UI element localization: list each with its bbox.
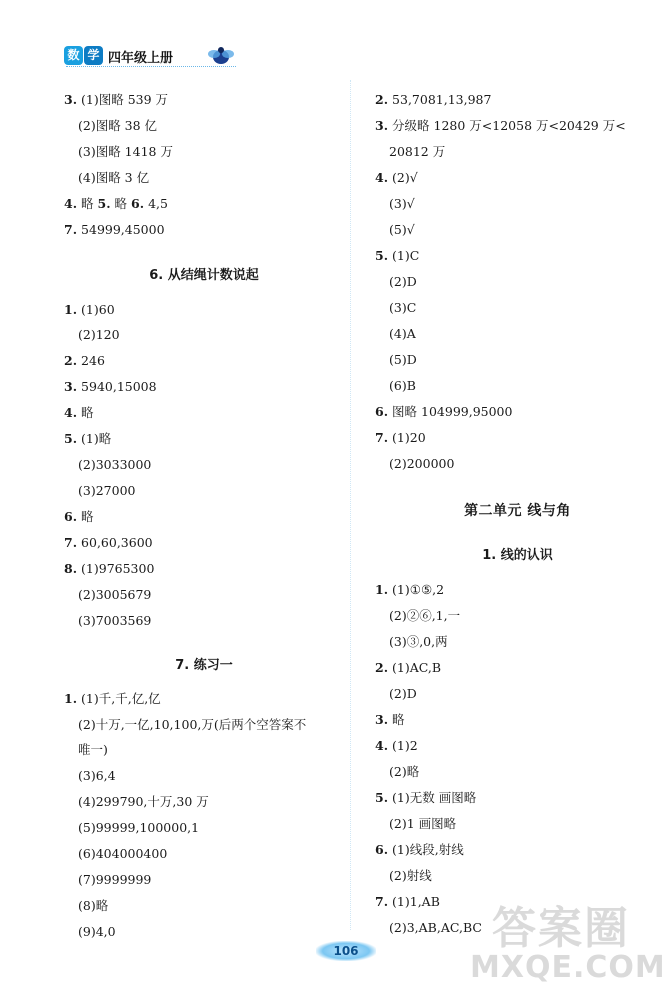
question-number: 5. [375,248,389,263]
question-number: 6. [375,404,389,419]
question-number: 6. [64,509,78,524]
answer-line [78,820,199,836]
question-number: 6. [375,842,389,857]
answer-line [78,794,209,810]
answer-line [64,561,154,577]
answer-line [64,691,161,707]
answer-text: (2)D [389,274,417,289]
answer-text: (4)图略 3 亿 [78,170,150,185]
question-number: 5. [64,431,78,446]
question-number: 3. [375,712,389,727]
answer-text: 略 [77,405,94,420]
question-number: 7. [375,894,389,909]
question-number: 4. [64,405,78,420]
question-number: 3. [64,379,78,394]
answer-line [389,764,419,780]
question-number: 6. [131,196,145,211]
answer-text: (1)图略 539 万 [77,92,169,107]
answer-text: (1)千,千,亿,亿 [77,691,161,706]
answer-text: (1)1,AB [388,894,440,909]
question-number: 1. [375,582,389,597]
answer-line [389,274,417,290]
answer-line [64,405,94,421]
answer-text: (2)3005679 [78,587,152,602]
question-number: 4. [375,170,389,185]
question-number: 4. [375,738,389,753]
answer-text: 4,5 [144,196,168,211]
answer-text: (2)√ [388,170,418,185]
question-number: 7. [64,535,78,550]
section-title: 1. 线的认识 [482,548,553,563]
answer-line [389,816,456,832]
answer-line [64,196,168,212]
answer-line [389,144,445,160]
answer-line [389,326,416,342]
answer-line [389,352,417,368]
unit-heading: 第二单元 线与角 [464,503,571,519]
answer-text: (7)9999999 [78,872,152,887]
question-number: 1. [64,302,78,317]
answer-text: (1)9765300 [77,561,155,576]
answer-text: 唯一) [78,742,108,757]
answer-text: (6)B [389,378,416,393]
answer-text: (3)C [389,300,417,315]
answer-text: (3)27000 [78,483,136,498]
answer-text: (2)3033000 [78,457,152,472]
answer-text: (1)2 [388,738,418,753]
answer-line [78,742,108,758]
question-number: 5. [97,196,111,211]
watermark-logo: 答案圈 [492,903,630,954]
answer-text: (4)A [389,326,416,341]
question-number: 3. [64,92,78,107]
answer-line [64,431,111,447]
answer-line [389,300,416,316]
answer-text: (1)略 [77,431,112,446]
answer-line [64,535,153,551]
question-number: 7. [375,430,389,445]
answer-line [389,378,416,394]
answer-text: (1)①⑤,2 [388,582,445,597]
page-number: 106 [316,941,376,961]
answer-text: 53,7081,13,987 [388,92,492,107]
answer-line [78,872,151,888]
answer-text: 20812 万 [389,144,446,159]
answer-text: 略 [77,196,98,211]
answer-text: (1)60 [77,302,115,317]
answer-line [78,483,135,499]
answer-line [389,920,482,936]
answer-line [389,456,454,472]
column-divider [350,80,352,930]
question-number: 3. [375,118,389,133]
answer-line [389,686,417,702]
answer-line [375,660,441,676]
answer-line [78,118,157,134]
answer-line [389,634,448,650]
answer-line [375,404,512,420]
answer-line [389,608,460,624]
answer-text: 分级略 1280 万<12058 万<20429 万< [388,118,626,133]
answer-text: (5)√ [389,222,415,237]
answer-line [78,144,173,160]
answer-line [375,248,419,264]
answer-text: (8)略 [78,898,109,913]
answer-text: (2)略 [389,764,420,779]
answer-line [64,92,168,108]
answer-text: (2)射线 [389,868,432,883]
answer-line [64,509,94,525]
answer-text: 246 [77,353,105,368]
answer-text: (2)3,AB,AC,BC [389,920,482,935]
answer-line [64,302,115,318]
answer-line [78,846,167,862]
answer-text: 54999,45000 [77,222,165,237]
section-title: 7. 练习一 [175,658,233,673]
answer-line [375,92,491,108]
answer-line [375,118,626,134]
answer-text: (1)线段,射线 [388,842,464,857]
answer-line [375,170,418,186]
answer-line [78,768,116,784]
answer-text: (2)120 [78,327,120,342]
answer-text: (1)AC,B [388,660,442,675]
answer-text: (5)D [389,352,417,367]
answer-line [78,587,151,603]
header-divider [66,66,236,68]
answer-text: 图略 104999,95000 [388,404,513,419]
answer-line [389,196,415,212]
answer-text: (2)十万,一亿,10,100,万(后两个空答案不 [78,717,307,732]
question-number: 2. [64,353,78,368]
question-number: 2. [375,92,389,107]
answer-text: (3)√ [389,196,415,211]
question-number: 1. [64,691,78,706]
question-number: 7. [64,222,78,237]
answer-line [64,379,157,395]
answer-text: (1)C [388,248,420,263]
answer-line [375,712,405,728]
answer-line [78,898,108,914]
answer-text: (9)4,0 [78,924,116,939]
answer-line [389,868,432,884]
answer-text: (2)D [389,686,417,701]
answer-text: (4)299790,十万,30 万 [78,794,209,809]
answer-text: (1)无数 画图略 [388,790,477,805]
answer-text: (2)②⑥,1,一 [389,608,461,623]
answer-line [64,222,165,238]
subject-badge-1: 数 [64,46,83,65]
watermark-url: MXQE.COM [470,950,666,985]
answer-line [78,457,151,473]
answer-text: (5)99999,100000,1 [78,820,200,835]
question-number: 8. [64,561,78,576]
question-number: 2. [375,660,389,675]
answer-line [375,738,418,754]
answer-text: (3)7003569 [78,613,152,628]
answer-text: (2)图略 38 亿 [78,118,158,133]
subject-badge-2: 学 [84,46,103,65]
beetle-icon [206,44,236,68]
answer-text: 略 [388,712,405,727]
answer-text: (3)图略 1418 万 [78,144,173,159]
answer-line [375,842,464,858]
answer-line [375,894,440,910]
answer-line [375,582,444,598]
answer-text: 略 [77,509,94,524]
answer-text: (3)③,0,两 [389,634,448,649]
question-number: 4. [64,196,78,211]
answer-line [389,222,415,238]
answer-line [78,613,151,629]
answer-line [375,790,476,806]
answer-text: (2)200000 [389,456,455,471]
grade-label: 四年级上册 [108,51,174,66]
question-number: 5. [375,790,389,805]
section-title: 6. 从结绳计数说起 [149,268,259,283]
answer-line [78,924,116,940]
answer-text: (3)6,4 [78,768,116,783]
answer-text: (6)404000400 [78,846,168,861]
answer-text: (1)20 [388,430,426,445]
answer-text: (2)1 画图略 [389,816,457,831]
answer-text: 60,60,3600 [77,535,153,550]
answer-text: 5940,15008 [77,379,157,394]
answer-line [78,170,149,186]
answer-line [375,430,426,446]
answer-line [64,353,105,369]
answer-text: 略 [110,196,132,211]
answer-line [78,327,120,343]
answer-line [78,717,306,733]
